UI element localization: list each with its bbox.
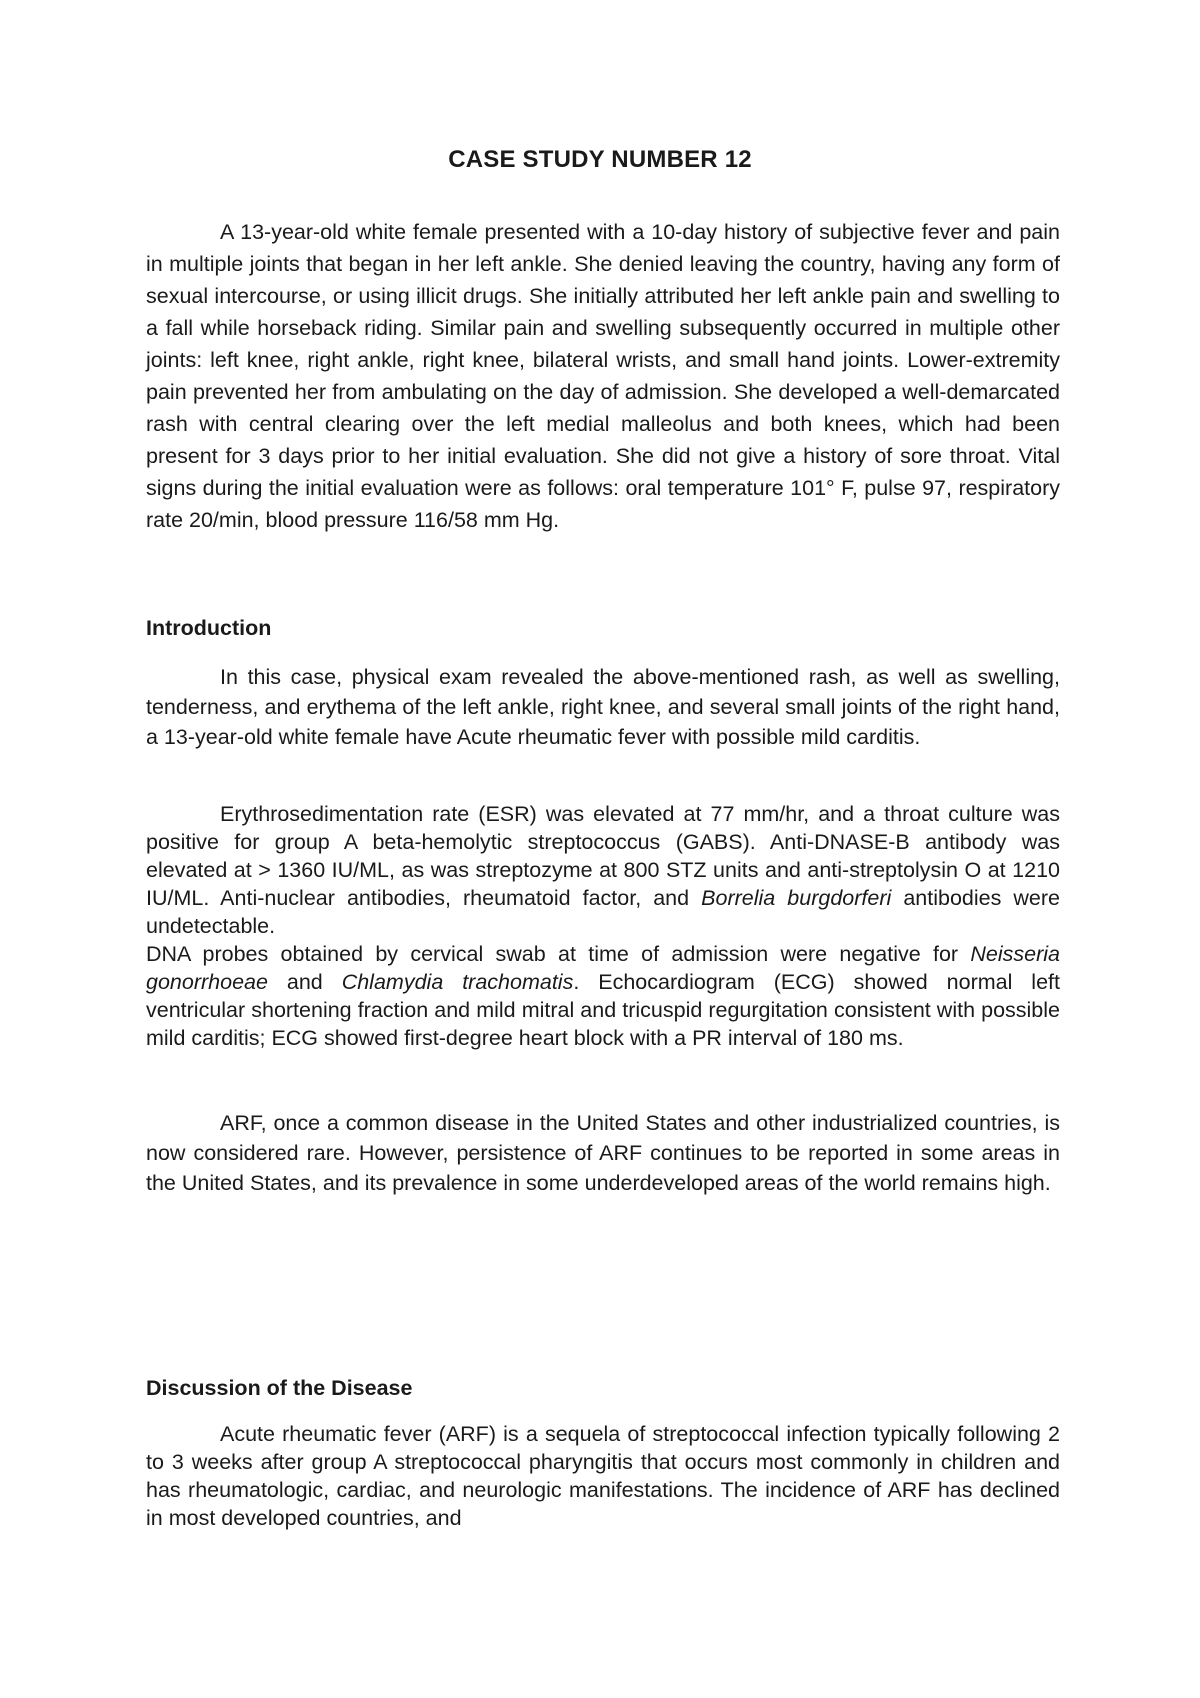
page-title: CASE STUDY NUMBER 12 — [448, 146, 752, 173]
paragraph-2-text-b: antibodies were undetectable. — [146, 886, 1060, 938]
introduction-heading: Introduction — [146, 616, 272, 640]
paragraph-3-text-b: and — [267, 970, 342, 994]
discussion-heading: Discussion of the Disease — [146, 1376, 413, 1400]
paragraph-3-text-c: . Echocardiogram (ECG) showed normal left ventricular shortening fraction and mild mitral and tricuspid regurgitation consistent with possible mild carditis; ECG showed first-degree heart block with a PR interval of 180 ms. — [146, 970, 1060, 1050]
chlamydia-italic-term: Chlamydia trachomatis — [341, 970, 574, 994]
neisseria-italic-term: Neisseria gonorrhoeae — [146, 942, 1060, 994]
paragraph-3-text-a: DNA probes obtained by cervical swab at time of admission were negative for — [146, 942, 971, 966]
introduction-paragraph-2 — [146, 800, 1060, 940]
discussion-paragraph-1: Acute rheumatic fever (ARF) is a sequela of streptococcal infection typically following 2 to 3 weeks after group A streptococcal pharyngitis that occurs most commonly in children and has rheumatologic, cardiac, and neurologic manifestations. The incidence of ARF has declined in most developed countries, and — [146, 1422, 1060, 1530]
introduction-paragraph-3 — [146, 940, 1060, 1052]
paragraph-2-text-a: Erythrosedimentation rate (ESR) was elevated at 77 mm/hr, and a throat culture was positive for group A beta-hemolytic streptococcus (GABS). Anti-DNASE-B antibody was elevated at > 1360 IU/ML, as was streptozyme at 800 STZ units and anti-streptolysin O at 1210 IU/ML. Anti-nuclear antibodies, rheumatoid factor, and — [146, 802, 1060, 910]
introduction-paragraph-1: In this case, physical exam revealed the above-mentioned rash, as well as swelling, tenderness, and erythema of the left ankle, right knee, and several small joints of the right hand, a 13-year-old white female have Acute rheumatic fever with possible mild carditis. — [146, 665, 1060, 749]
borrelia-italic-term: Borrelia burgdorferi — [701, 886, 892, 910]
case-paragraph: A 13-year-old white female presented with a 10-day history of subjective fever and pain in multiple joints that began in her left ankle. She denied leaving the country, having any form of sexual intercourse, or using illicit drugs. She initially attributed her left ankle pain and swelling to a fall while horseback riding. Similar pain and swelling subsequently occurred in multiple other joints: left knee, right ankle, right knee, bilateral wrists, and small hand joints. Lower-extremity pain prevented her from ambulating on the day of admission. She developed a well-demarcated rash with central clearing over the left medial malleolus and both knees, which had been present for 3 days prior to her initial evaluation. She did not give a history of sore throat. Vital signs during the initial evaluation were as follows: oral temperature 101° F, pulse 97, respiratory rate 20/min, blood pressure 116/58 mm Hg. — [146, 220, 1060, 532]
introduction-paragraph-4: ARF, once a common disease in the United States and other industrialized countries, is now considered rare. However, persistence of ARF continues to be reported in some areas in the United States, and its prevalence in some underdeveloped areas of the world remains high. — [146, 1111, 1060, 1195]
